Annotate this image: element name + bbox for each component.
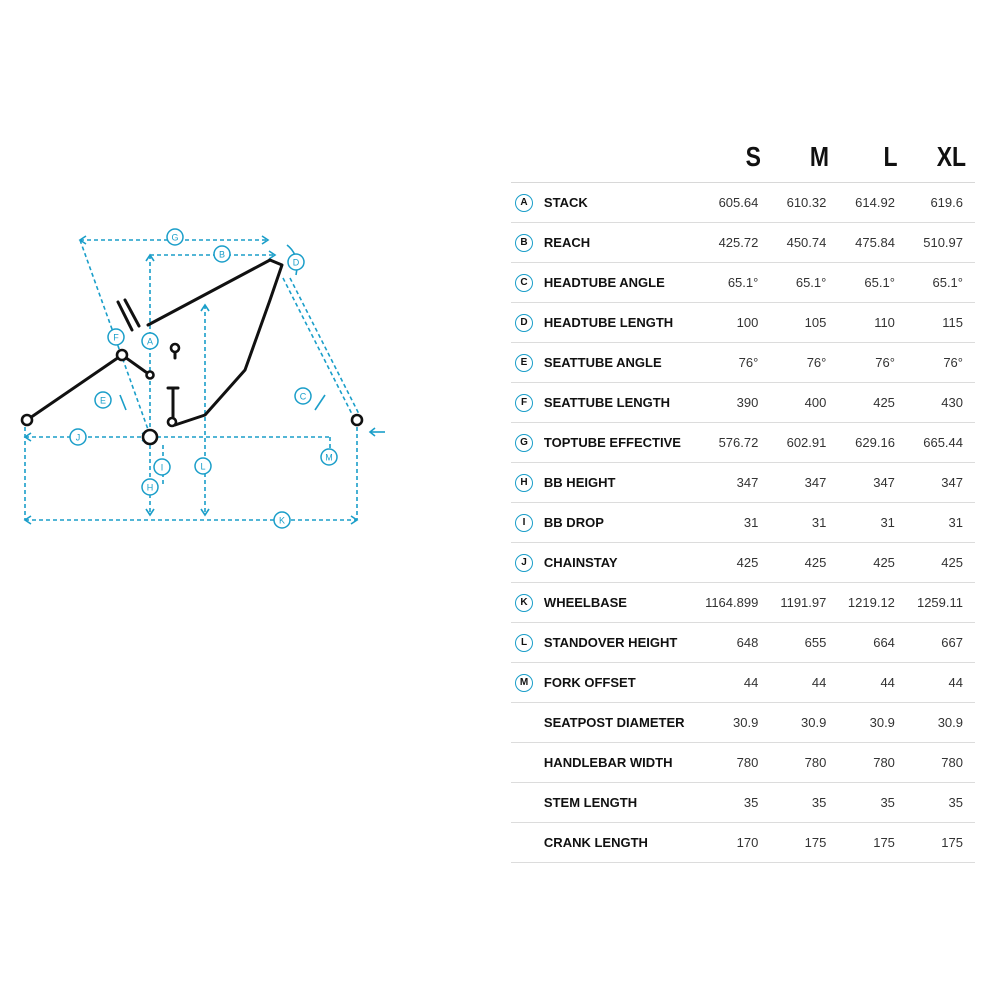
row-badge-cell [511, 583, 544, 623]
table-row [511, 183, 975, 223]
measurement-name: STANDOVER HEIGHT [544, 623, 698, 663]
measurement-value: 347 [838, 463, 907, 503]
measurement-name: WHEELBASE [544, 583, 698, 623]
dimension-lines [25, 240, 362, 520]
geometry-diagram [0, 200, 400, 540]
measurement-name: TOPTUBE EFFECTIVE [544, 423, 698, 463]
measurement-value: 65.1° [698, 263, 770, 303]
measurement-value: 170 [698, 823, 770, 863]
measurement-value: 35 [698, 783, 770, 823]
measurement-value: 347 [907, 463, 975, 503]
table-row [511, 383, 975, 423]
measurement-value: 110 [838, 303, 907, 343]
measurement-value: 400 [770, 383, 838, 423]
diagram-badge-b [214, 246, 230, 262]
table-row [511, 743, 975, 783]
table-row [511, 463, 975, 503]
row-badge-cell [511, 343, 544, 383]
measurement-value: 780 [907, 743, 975, 783]
measurement-name: HANDLEBAR WIDTH [544, 743, 698, 783]
table-row [511, 223, 975, 263]
measurement-letter-badge: C [515, 274, 533, 292]
size-header-l: L [851, 132, 907, 183]
table-row [511, 263, 975, 303]
measurement-value: 614.92 [838, 183, 907, 223]
measurement-value: 65.1° [838, 263, 907, 303]
measurement-value: 31 [770, 503, 838, 543]
geometry-table [511, 132, 975, 863]
diagram-badge-a [142, 333, 158, 349]
row-badge-cell [511, 383, 544, 423]
measurement-value: 31 [698, 503, 770, 543]
measurement-name: SEATPOST DIAMETER [544, 703, 698, 743]
measurement-name: STACK [544, 183, 698, 223]
measurement-name: HEADTUBE LENGTH [544, 303, 698, 343]
measurement-value: 347 [770, 463, 838, 503]
measurement-value: 510.97 [907, 223, 975, 263]
measurement-value: 31 [907, 503, 975, 543]
diagram-badge-g [167, 229, 183, 245]
diagram-badge-label: B [218, 249, 226, 260]
measurement-value: 44 [907, 663, 975, 703]
diagram-badge-label: D [292, 257, 300, 268]
size-header-row [511, 132, 975, 183]
measurement-value: 115 [907, 303, 975, 343]
measurement-value: 65.1° [907, 263, 975, 303]
measurement-letter-badge: B [515, 234, 533, 252]
measurement-value: 475.84 [838, 223, 907, 263]
measurement-value: 35 [838, 783, 907, 823]
table-row [511, 823, 975, 863]
row-badge-cell [511, 623, 544, 663]
diagram-badge-i [154, 459, 170, 475]
measurement-value: 76° [838, 343, 907, 383]
diagram-badge-d [288, 254, 304, 270]
measurement-value: 44 [838, 663, 907, 703]
measurement-value: 100 [698, 303, 770, 343]
measurement-value: 425 [907, 543, 975, 583]
measurement-value: 44 [698, 663, 770, 703]
measurement-value: 35 [907, 783, 975, 823]
measurement-letter-badge: J [515, 554, 533, 572]
measurement-name: REACH [544, 223, 698, 263]
diagram-badge-label: M [325, 452, 333, 463]
table-row [511, 583, 975, 623]
measurement-letter-badge: I [515, 514, 533, 532]
measurement-value: 665.44 [907, 423, 975, 463]
row-badge-cell [511, 263, 544, 303]
measurement-value: 31 [838, 503, 907, 543]
row-badge-cell [511, 823, 544, 863]
row-badge-cell [511, 783, 544, 823]
row-badge-cell [511, 663, 544, 703]
table-row [511, 343, 975, 383]
diagram-badge-c [295, 388, 311, 404]
measurement-letter-badge: M [515, 674, 533, 692]
diagram-badge-label: L [200, 461, 206, 472]
measurement-letter-badge: F [515, 394, 533, 412]
measurement-letter-badge: K [515, 594, 533, 612]
measurement-value: 175 [838, 823, 907, 863]
diagram-badge-label: F [113, 332, 119, 343]
measurement-value: 30.9 [907, 703, 975, 743]
measurement-value: 347 [698, 463, 770, 503]
measurement-value: 390 [698, 383, 770, 423]
measurement-name: CRANK LENGTH [544, 823, 698, 863]
measurement-value: 576.72 [698, 423, 770, 463]
measurement-value: 667 [907, 623, 975, 663]
diagram-badge-k [274, 512, 290, 528]
size-header-s: S [711, 132, 770, 183]
measurement-name: CHAINSTAY [544, 543, 698, 583]
measurement-value: 648 [698, 623, 770, 663]
diagram-badge-l [195, 458, 211, 474]
measurement-value: 425 [698, 543, 770, 583]
diagram-badge-label: C [299, 391, 307, 402]
size-header-xl: XL [919, 132, 975, 183]
diagram-badge-j [70, 429, 86, 445]
measurement-value: 425 [838, 543, 907, 583]
measurement-letter-badge: A [515, 194, 533, 212]
table-row [511, 503, 975, 543]
measurement-value: 30.9 [838, 703, 907, 743]
measurement-value: 76° [698, 343, 770, 383]
table-row [511, 623, 975, 663]
measurement-letter-badge: D [515, 314, 533, 332]
measurement-letter-badge: H [515, 474, 533, 492]
measurement-value: 76° [770, 343, 838, 383]
diagram-badge-label: E [99, 395, 107, 406]
measurement-value: 425.72 [698, 223, 770, 263]
diagram-badge-label: K [278, 515, 286, 526]
row-badge-cell [511, 223, 544, 263]
measurement-value: 425 [770, 543, 838, 583]
table-row [511, 703, 975, 743]
measurement-value: 175 [907, 823, 975, 863]
table-row [511, 783, 975, 823]
measurement-value: 780 [770, 743, 838, 783]
row-badge-cell [511, 743, 544, 783]
measurement-value: 450.74 [770, 223, 838, 263]
measurement-value: 30.9 [698, 703, 770, 743]
row-badge-cell [511, 423, 544, 463]
diagram-badge-m [321, 449, 337, 465]
diagram-badge-label: I [160, 462, 164, 473]
measurement-value: 175 [770, 823, 838, 863]
row-badge-cell [511, 183, 544, 223]
diagram-badge-label: H [146, 482, 154, 493]
measurement-name: BB HEIGHT [544, 463, 698, 503]
diagram-badge-f [108, 329, 124, 345]
measurement-value: 65.1° [770, 263, 838, 303]
row-badge-cell [511, 463, 544, 503]
measurement-value: 1259.11 [907, 583, 975, 623]
measurement-value: 602.91 [770, 423, 838, 463]
measurement-value: 1164.899 [698, 583, 770, 623]
diagram-badge-h [142, 479, 158, 495]
measurement-name: FORK OFFSET [544, 663, 698, 703]
measurement-name: HEADTUBE ANGLE [544, 263, 698, 303]
measurement-value: 35 [770, 783, 838, 823]
measurement-value: 780 [698, 743, 770, 783]
measurement-value: 629.16 [838, 423, 907, 463]
measurement-value: 605.64 [698, 183, 770, 223]
size-header-m: M [783, 132, 839, 183]
measurement-letter-badge: E [515, 354, 533, 372]
measurement-value: 44 [770, 663, 838, 703]
table-row [511, 663, 975, 703]
row-badge-cell [511, 543, 544, 583]
row-badge-cell [511, 703, 544, 743]
row-badge-cell [511, 303, 544, 343]
measurement-value: 1191.97 [770, 583, 838, 623]
measurement-name: SEATTUBE ANGLE [544, 343, 698, 383]
table-row [511, 303, 975, 343]
measurement-name: BB DROP [544, 503, 698, 543]
measurement-value: 610.32 [770, 183, 838, 223]
measurement-value: 780 [838, 743, 907, 783]
row-badge-cell [511, 503, 544, 543]
measurement-value: 664 [838, 623, 907, 663]
table-row [511, 543, 975, 583]
measurement-value: 619.6 [907, 183, 975, 223]
measurement-letter-badge: G [515, 434, 533, 452]
measurement-name: SEATTUBE LENGTH [544, 383, 698, 423]
table-row [511, 423, 975, 463]
measurement-value: 1219.12 [838, 583, 907, 623]
measurement-value: 30.9 [770, 703, 838, 743]
diagram-badge-label: G [171, 232, 179, 243]
measurement-letter-badge: L [515, 634, 533, 652]
measurement-value: 430 [907, 383, 975, 423]
diagram-badge-e [95, 392, 111, 408]
measurement-value: 655 [770, 623, 838, 663]
measurement-value: 105 [770, 303, 838, 343]
diagram-badge-label: A [146, 336, 154, 347]
measurement-name: STEM LENGTH [544, 783, 698, 823]
measurement-value: 425 [838, 383, 907, 423]
diagram-badge-label: J [75, 432, 81, 443]
measurement-value: 76° [907, 343, 975, 383]
